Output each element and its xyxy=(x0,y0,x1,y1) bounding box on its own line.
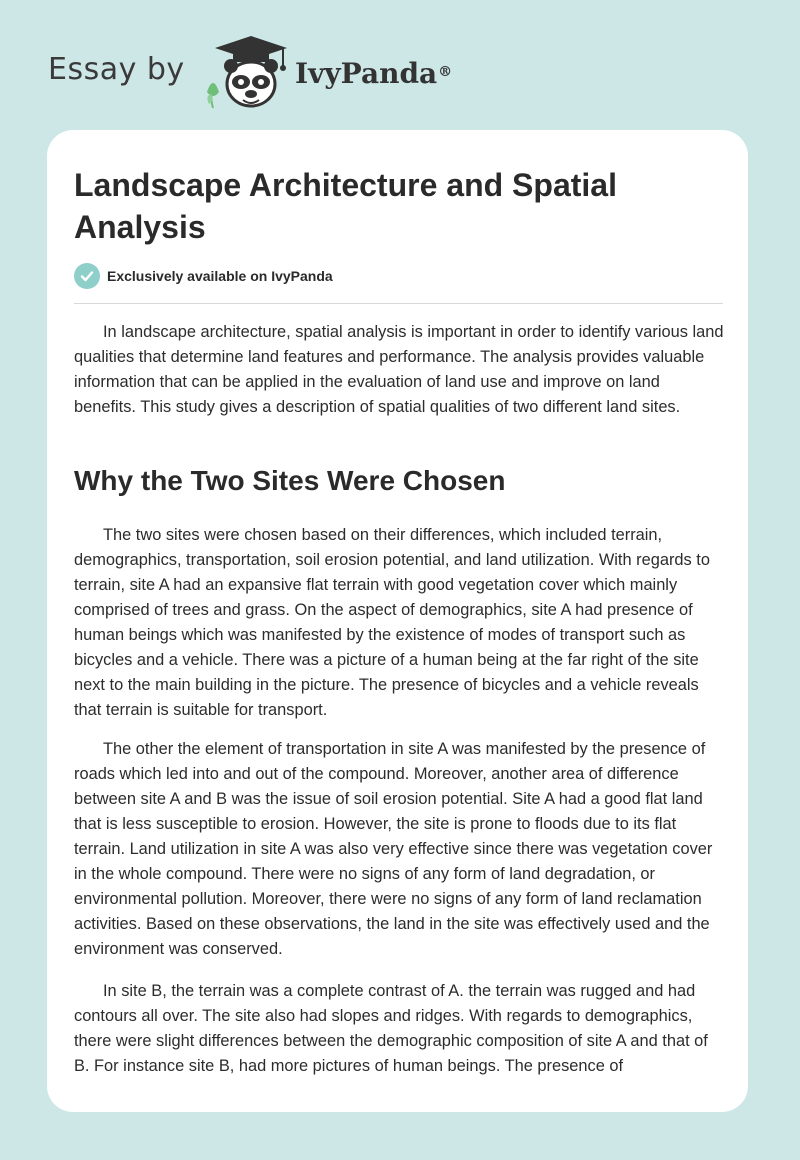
panda-logo-icon[interactable] xyxy=(203,34,293,114)
body-paragraph-2: The other the element of transportation in site A was manifested by the presence of roads which led into and out of the compound. Moreover, another area of difference between site A and B was the issue of soil erosion potential. Site A had a good flat land that is less susceptible to erosion. However, the site is prone to floods due to its flat terrain. Land utilization in site A was also very effective since there was vegetation cover in the whole compound. There were no signs of any form of land degradation, or environmental pollution. Moreover, there were no signs of any form of land reclamation activities. Based on these observations, the land in the site was effectively used and the environment was conserved. xyxy=(74,740,713,958)
essay-by-label: Essay by xyxy=(48,52,185,87)
brand-name[interactable] xyxy=(295,54,452,94)
registered-mark: ® xyxy=(438,64,453,80)
divider xyxy=(74,303,723,304)
article-card xyxy=(47,130,748,1112)
exclusive-badge xyxy=(74,262,333,290)
brand-text: IvyPanda xyxy=(295,57,438,90)
page-title: Landscape Architecture and Spatial Analysis xyxy=(74,167,617,245)
site-header xyxy=(0,0,800,130)
body-paragraph-1: The two sites were chosen based on their differences, which included terrain, demographics, transportation, soil erosion potential, and land utilization. With regards to terrain, site A had an expansive flat terrain with good vegetation cover which mainly comprised of trees and grass. On the aspect of demographics, site A had presence of human beings which was manifested by the existence of modes of transport such as bicycles and a vehicle. There was a picture of a human being at the far right of the site next to the main building in the picture. The presence of bicycles and a vehicle reveals that terrain is suitable for transport. xyxy=(74,526,710,719)
body-paragraph-3: In site B, the terrain was a complete contrast of A. the terrain was rugged and had contours all over. The site also had slopes and ridges. With regards to demographics, there were slight differences between the demographic composition of site A and that of B. For instance site B, had more pictures of human beings. The presence of xyxy=(74,982,708,1075)
section-heading: Why the Two Sites Were Chosen xyxy=(74,465,506,496)
checkmark-icon xyxy=(74,263,100,289)
badge-label: Exclusively available on IvyPanda xyxy=(107,268,333,284)
intro-paragraph: In landscape architecture, spatial analysis is important in order to identify various land qualities that determine land features and performance. The analysis provides valuable information that can be applied in the evaluation of land use and improve on land benefits. This study gives a description of spatial qualities of two different land sites. xyxy=(74,323,724,416)
